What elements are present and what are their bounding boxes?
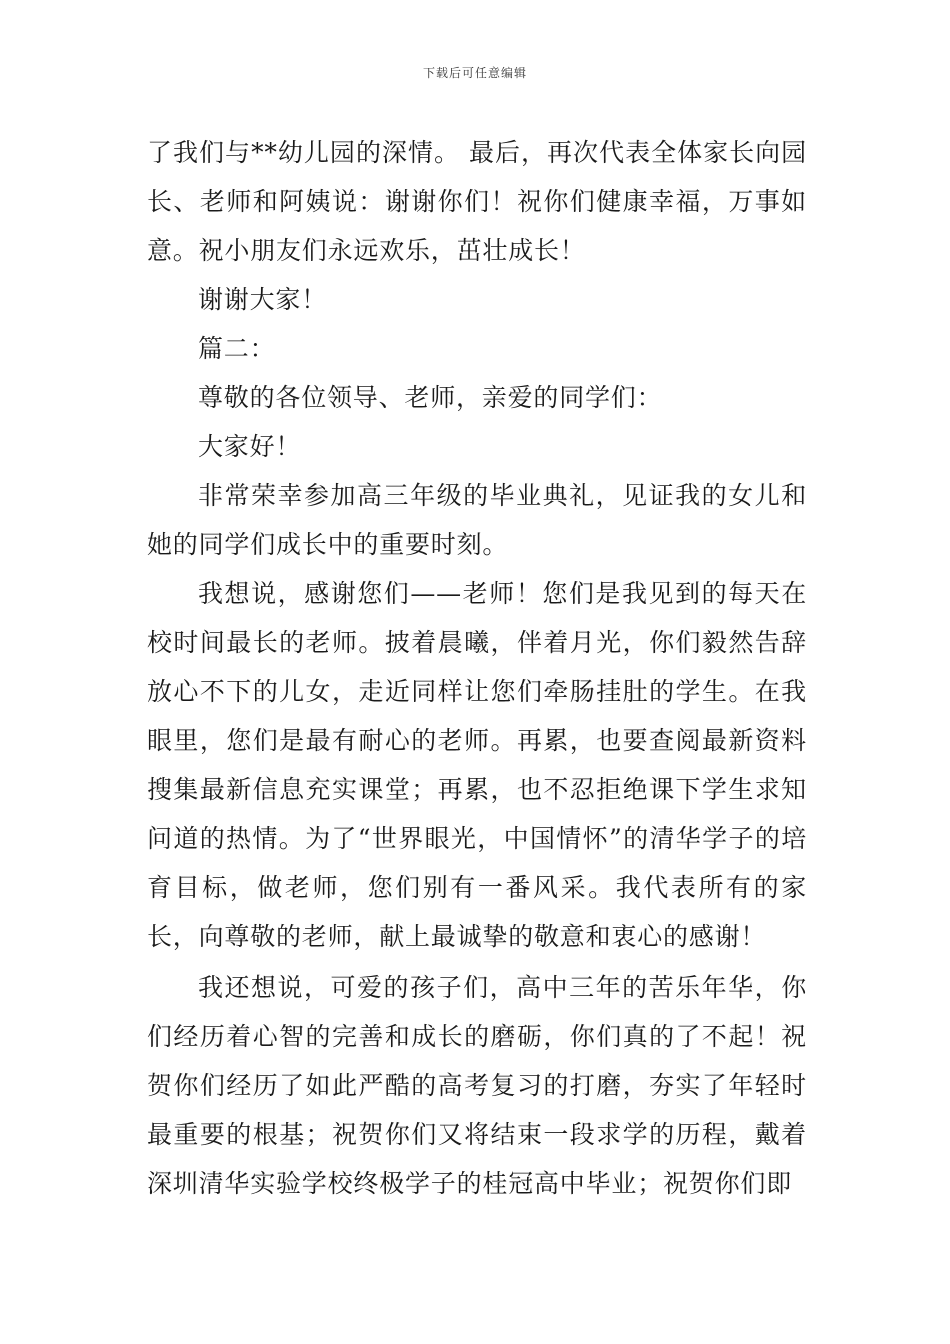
paragraph-closing-thanks-continued: 了我们与**幼儿园的深情。 最后，再次代表全体家长向园长、老师和阿姨说：谢谢你们！祝你们健康幸福，万事如意。祝小朋友们永远欢乐，茁壮成长！: [147, 138, 807, 265]
paragraph-thank-everyone: 谢谢大家！: [198, 285, 328, 314]
document-body: [147, 128, 807, 1208]
paragraph-greeting: 大家好！: [198, 432, 302, 461]
section-heading-part-two: 篇二：: [198, 334, 276, 363]
paragraph-to-students: 我还想说，可爱的孩子们，高中三年的苦乐年华，你们经历着心智的完善和成长的磨砺，你们真的了不起！祝贺你们经历了如此严酷的高考复习的打磨，夯实了年轻时最重要的根基；祝贺你们又将结束一段求学的历程，戴着深圳清华实验学校终极学子的桂冠高中毕业；祝贺你们即: [147, 973, 807, 1198]
paragraph-honored-to-attend: 非常荣幸参加高三年级的毕业典礼，见证我的女儿和她的同学们成长中的重要时刻。: [147, 481, 807, 559]
page-header-note: 下载后可任意编辑: [422, 66, 527, 80]
paragraph-salutation: 尊敬的各位领导、老师，亲爱的同学们：: [198, 383, 663, 412]
paragraph-thanks-to-teachers: 我想说，感谢您们——老师！您们是我见到的每天在校时间最长的老师。披着晨曦，伴着月光，你们毅然告辞放心不下的儿女，走近同样让您们牵肠挂肚的学生。在我眼里，您们是最有耐心的老师。再累，也要查阅最新资料搜集最新信息充实课堂；再累，也不忍拒绝课下学生求知问道的热情。为了“世界眼光，中国情怀”的清华学子的培育目标，做老师，您们别有一番风采。我代表所有的家长，向尊敬的老师，献上最诚挚的敬意和衷心的感谢！: [147, 579, 807, 951]
